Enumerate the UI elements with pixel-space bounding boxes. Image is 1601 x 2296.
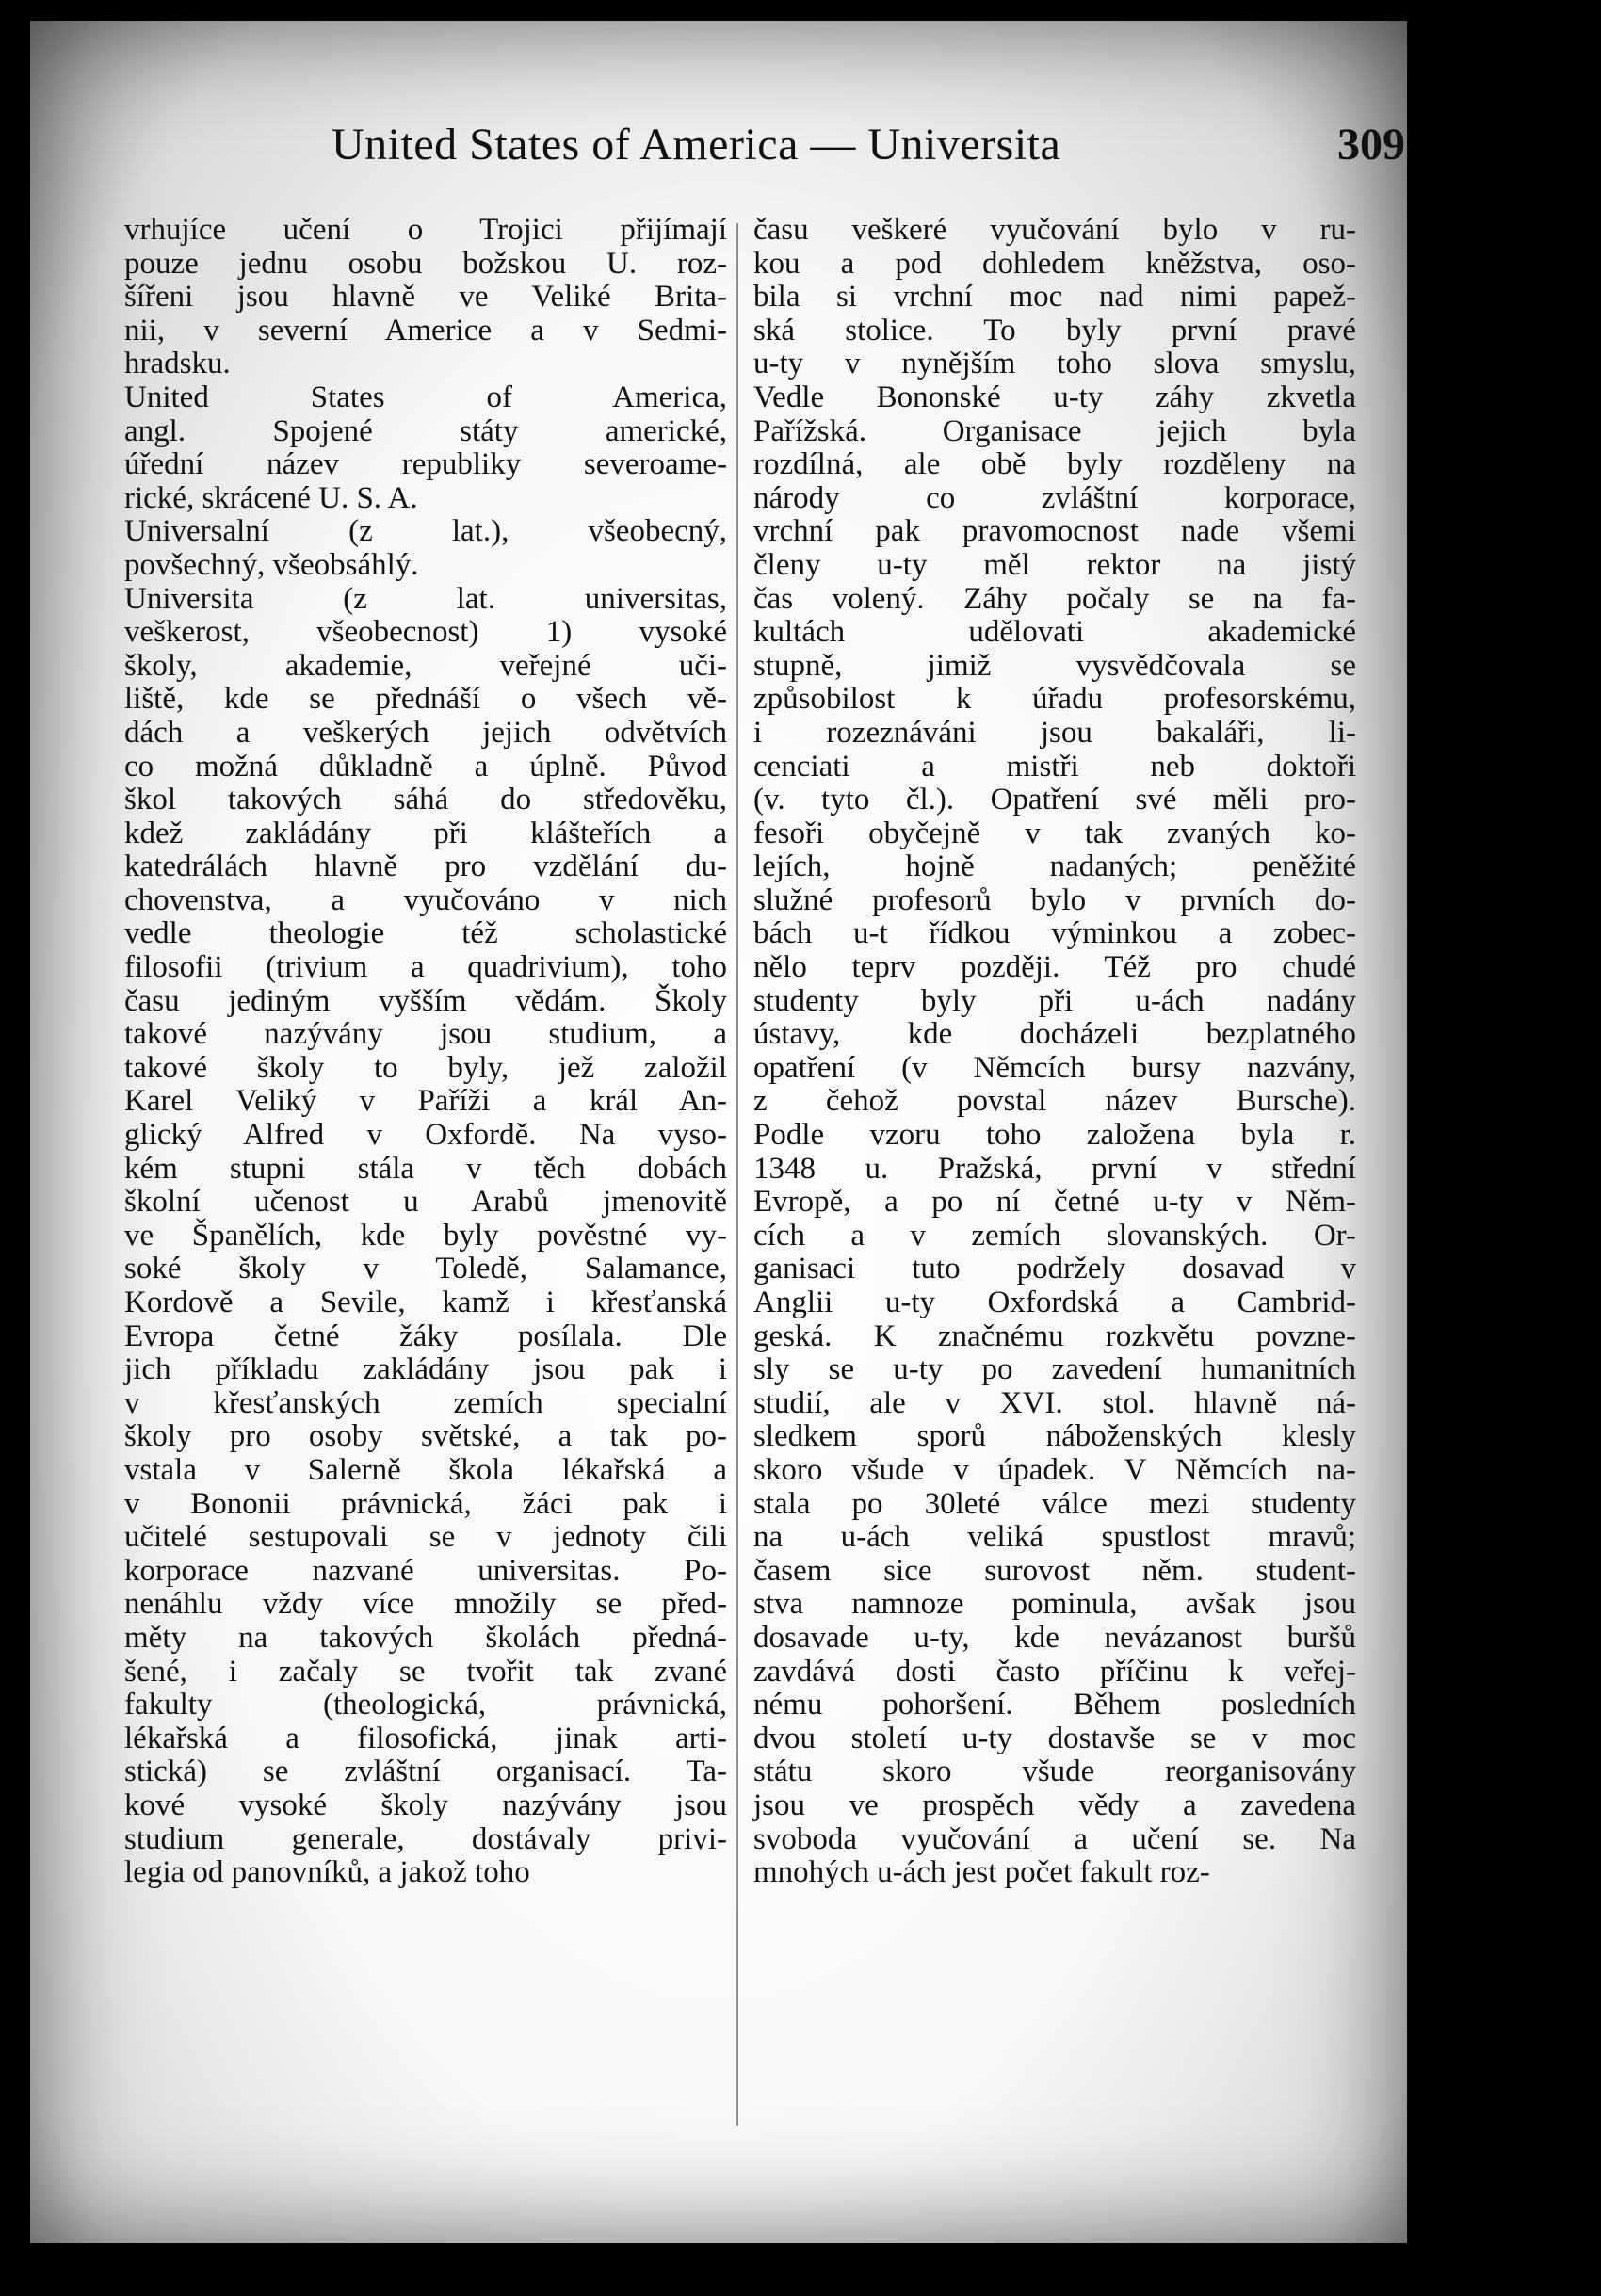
left-column-line: nenáhlu vždy více množily se před-: [124, 1587, 727, 1622]
left-column-line: hradsku.: [124, 347, 231, 381]
right-column-line: státu skoro všude reorganisovány: [753, 1754, 1356, 1789]
left-column-line: lékařská a filosofická, jinak arti-: [124, 1721, 727, 1755]
right-column-line: stala po 30leté válce mezi studenty: [753, 1486, 1356, 1521]
left-column-line: pouze jednu osobu božskou U. roz-: [124, 246, 727, 281]
right-column-line: mnohých u-ách jest počet fakult roz-: [753, 1855, 1210, 1890]
left-column-line: studium generale, dostávaly privi-: [124, 1821, 727, 1856]
left-column-line: vedle theologie též scholastické: [124, 916, 727, 951]
left-column-line: chovenstva, a vyučováno v nich: [124, 882, 727, 917]
left-column-line: korporace nazvané universitas. Po-: [124, 1553, 727, 1588]
right-column-line: sly se u-ty po zavedení humanitních: [753, 1352, 1356, 1387]
left-column-line: rické, skrácené U. S. A.: [124, 480, 418, 515]
right-column-line: fesoři obyčejně v tak zvaných ko-: [753, 816, 1356, 850]
right-column-line: i rozeznáváni jsou bakaláři, li-: [753, 715, 1356, 750]
right-column-line: ústavy, kde docházeli bezplatného: [753, 1017, 1356, 1052]
right-column-line: služné profesorů bylo v prvních do-: [753, 882, 1356, 917]
left-column-line: škol takových sáhá do středověku,: [124, 783, 727, 817]
right-column-line: sledkem sporů náboženských klesly: [753, 1419, 1356, 1454]
left-column-line: dách a veškerých jejich odvětvích: [124, 715, 727, 750]
right-column-line: času veškeré vyučování bylo v ru-: [753, 213, 1356, 247]
right-column-line: čas volený. Záhy počaly se na fa-: [753, 581, 1356, 616]
right-column-line: Vedle Bononské u-ty záhy zkvetla: [753, 380, 1356, 414]
right-column-line: časem sice surovost něm. student-: [753, 1553, 1356, 1588]
left-column-line: školy, akademie, veřejné uči-: [124, 648, 727, 683]
left-column-line: času jediným vyšším vědám. Školy: [124, 983, 727, 1018]
left-column-line: šířeni jsou hlavně ve Veliké Brita-: [124, 280, 727, 315]
left-column-line: kdež zakládány při klášteřích a: [124, 816, 727, 850]
right-column-line: studenty byly při u-ách nadány: [753, 983, 1356, 1018]
right-column-line: geská. K značnému rozkvětu povzne-: [753, 1318, 1356, 1353]
right-column-line: ganisaci tuto podržely dosavad v: [753, 1252, 1356, 1286]
left-column-line: stická) se zvláštní organisací. Ta-: [124, 1754, 727, 1789]
left-column-line: takové školy to byly, jež založil: [124, 1050, 727, 1085]
column-divider: [736, 223, 738, 2126]
right-column-line: kultách udělovati akademické: [753, 615, 1356, 650]
left-column-line: Universita (z lat. universitas,: [124, 581, 727, 616]
right-column-line: z čehož povstal název Bursche).: [753, 1084, 1356, 1119]
right-column-line: (v. tyto čl.). Opatření své měli pro-: [753, 783, 1356, 817]
right-column-line: opatření (v Němcích bursy nazvány,: [753, 1050, 1356, 1085]
left-column-line: vrhujíce učení o Trojici přijímají: [124, 213, 727, 247]
right-column-line: nému pohoršení. Během posledních: [753, 1688, 1356, 1722]
left-column-line: kém stupni stála v těch dobách: [124, 1151, 727, 1186]
left-column-line: ve Španělích, kde byly pověstné vy-: [124, 1218, 727, 1253]
right-column-line: cích a v zemích slovanských. Or-: [753, 1218, 1356, 1253]
right-column-line: Podle vzoru toho založena byla r.: [753, 1118, 1356, 1153]
left-column-line: Karel Veliký v Paříži a král An-: [124, 1084, 727, 1119]
left-column-line: školy pro osoby světské, a tak po-: [124, 1419, 727, 1454]
right-column-line: bách u-t řídkou výminkou a zobec-: [753, 916, 1356, 951]
left-column-line: takové nazývány jsou studium, a: [124, 1017, 727, 1052]
right-column-line: stva namnoze pominula, avšak jsou: [753, 1587, 1356, 1622]
right-column-line: studií, ale v XVI. stol. hlavně ná-: [753, 1385, 1356, 1420]
left-column-line: jich příkladu zakládány jsou pak i: [124, 1352, 727, 1387]
right-column: [753, 214, 1356, 1890]
left-column-line: legia od panovníků, a jakož toho: [124, 1855, 530, 1890]
left-column-line: kové vysoké školy nazývány jsou: [124, 1787, 727, 1822]
left-column-line: šené, i začaly se tvořit tak zvané: [124, 1654, 727, 1689]
left-column-line: Kordově a Sevile, kamž i křesťanská: [124, 1285, 727, 1319]
right-column-line: bila si vrchní moc nad nimi papež-: [753, 280, 1356, 315]
left-column-line: povšechný, všeobsáhlý.: [124, 547, 419, 582]
left-column-line: co možná důkladně a úplně. Původ: [124, 749, 727, 784]
right-column-line: způsobilost k úřadu profesorskému,: [753, 682, 1356, 717]
left-column-line: v Bononii právnická, žáci pak i: [124, 1486, 727, 1521]
right-column-line: svoboda vyučování a učení se. Na: [753, 1821, 1356, 1856]
left-column-line: Evropa četné žáky posílala. Dle: [124, 1318, 727, 1353]
page-number: 309: [1337, 120, 1405, 170]
running-title: United States of America — Universita: [332, 120, 1061, 170]
left-column-line: filosofii (trivium a quadrivium), toho: [124, 950, 727, 985]
right-column-line: nělo teprv později. Též pro chudé: [753, 950, 1356, 985]
left-column-line: vstala v Salerně škola lékařská a: [124, 1452, 727, 1487]
left-column-line: glický Alfred v Oxfordě. Na vyso-: [124, 1118, 727, 1153]
right-column-line: národy co zvláštní korporace,: [753, 480, 1356, 515]
right-column-line: Anglii u-ty Oxfordská a Cambrid-: [753, 1285, 1356, 1319]
left-column-line: angl. Spojené státy americké,: [124, 413, 727, 448]
left-column-line: v křesťanských zemích specialní: [124, 1385, 727, 1420]
right-column-line: u-ty v nynějším toho slova smyslu,: [753, 347, 1356, 381]
running-head: [332, 107, 1405, 183]
left-column-line: Universalní (z lat.), všeobecný,: [124, 514, 727, 549]
right-column-line: cenciati a mistři neb doktoři: [753, 749, 1356, 784]
left-column-line: United States of America,: [124, 380, 727, 414]
right-column-line: členy u-ty měl rektor na jistý: [753, 547, 1356, 582]
left-column-line: učitelé sestupovali se v jednoty čili: [124, 1520, 727, 1555]
right-column-line: stupně, jimiž vysvědčovala se: [753, 648, 1356, 683]
left-column-line: úřední název republiky severoame-: [124, 447, 727, 482]
left-column: [124, 214, 727, 1890]
left-column-line: liště, kde se přednáší o všech vě-: [124, 682, 727, 717]
right-column-line: dosavade u-ty, kde nevázanost buršů: [753, 1620, 1356, 1655]
right-column-line: Evropě, a po ní četné u-ty v Něm-: [753, 1185, 1356, 1220]
right-column-line: skoro všude v úpadek. V Němcích na-: [753, 1452, 1356, 1487]
left-column-line: veškerost, všeobecnost) 1) vysoké: [124, 615, 727, 650]
right-column-line: zavdává dosti často příčinu k veřej-: [753, 1654, 1356, 1689]
right-column-line: 1348 u. Pražská, první v střední: [753, 1151, 1356, 1186]
right-column-line: vrchní pak pravomocnost nade všemi: [753, 514, 1356, 549]
right-column-line: na u-ách veliká spustlost mravů;: [753, 1520, 1356, 1555]
left-column-line: nii, v severní Americe a v Sedmi-: [124, 313, 727, 348]
right-column-line: lejích, hojně nadaných; peněžité: [753, 849, 1356, 884]
left-column-line: katedrálách hlavně pro vzdělání du-: [124, 849, 727, 884]
left-column-line: soké školy v Toledě, Salamance,: [124, 1252, 727, 1286]
scanned-page: [30, 21, 1407, 2243]
right-column-line: jsou ve prospěch vědy a zavedena: [753, 1787, 1356, 1822]
right-column-line: rozdílná, ale obě byly rozděleny na: [753, 447, 1356, 482]
left-column-line: školní učenost u Arabů jmenovitě: [124, 1185, 727, 1220]
left-column-line: fakulty (theologická, právnická,: [124, 1688, 727, 1722]
right-column-line: kou a pod dohledem kněžstva, oso-: [753, 246, 1356, 281]
left-column-line: měty na takových školách předná-: [124, 1620, 727, 1655]
right-column-line: dvou století u-ty dostavše se v moc: [753, 1721, 1356, 1755]
right-column-line: Pařížská. Organisace jejich byla: [753, 413, 1356, 448]
right-column-line: ská stolice. To byly první pravé: [753, 313, 1356, 348]
